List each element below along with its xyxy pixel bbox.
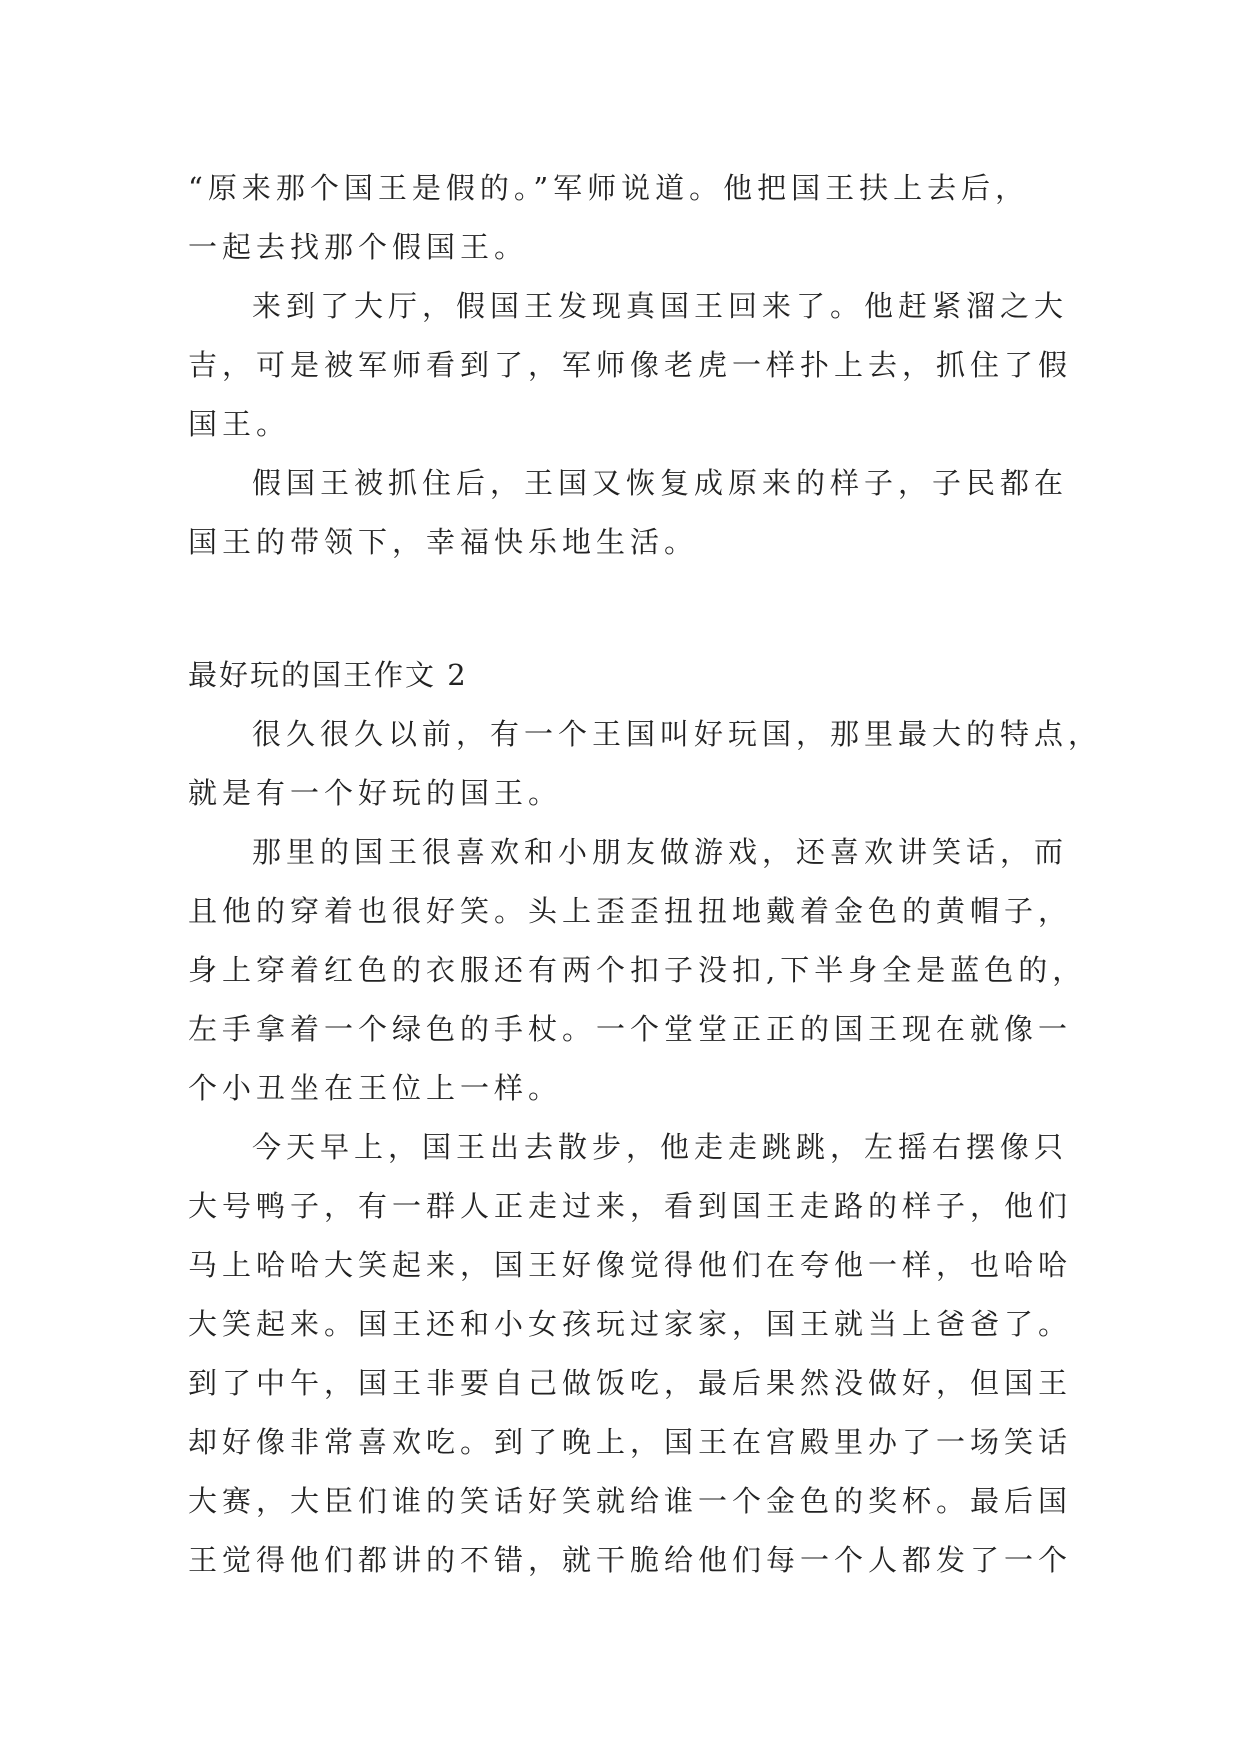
text-line: 身上穿着红色的衣服还有两个扣子没扣,下半身全是蓝色的， (188, 953, 1087, 987)
text-line: 个小丑坐在王位上一样。 (188, 1071, 563, 1105)
text-line: 左手拿着一个绿色的手杖。一个堂堂正正的国王现在就像一 (188, 1012, 1073, 1046)
paragraph (188, 705, 1103, 823)
paragraph (188, 277, 1073, 454)
text-line: 假国王被抓住后，王国又恢复成原来的样子，子民都在 (252, 466, 1069, 500)
paragraph (188, 1118, 1073, 1590)
text-line: 来到了大厅，假国王发现真国王回来了。他赶紧溜之大 (252, 289, 1069, 323)
text-line: 国王的带领下，幸福快乐地生活。 (188, 525, 699, 559)
text-line: 国王。 (188, 407, 291, 441)
paragraph (188, 823, 1087, 1118)
text-line: 很久很久以前，有一个王国叫好玩国，那里最大的特点， (252, 717, 1103, 751)
paragraph (188, 454, 1069, 572)
text-line: 大赛，大臣们谁的笑话好笑就给谁一个金色的奖杯。最后国 (188, 1484, 1073, 1518)
text-line: 就是有一个好玩的国王。 (188, 776, 563, 810)
text-line: 那里的国王很喜欢和小朋友做游戏，还喜欢讲笑话，而 (252, 835, 1069, 869)
text-line: “原来那个国王是假的。”军师说道。他把国王扶上去后， (188, 171, 1030, 205)
paragraph (188, 159, 1058, 277)
document-body (188, 159, 1103, 1590)
section-title: 最好玩的国王作文 2 (188, 658, 468, 692)
text-line: 吉，可是被军师看到了，军师像老虎一样扑上去，抓住了假 (188, 348, 1073, 382)
text-line: 一起去找那个假国王。 (188, 230, 529, 264)
text-line: 大笑起来。国王还和小女孩玩过家家，国王就当上爸爸了。 (188, 1307, 1073, 1341)
text-line: 到了中午，国王非要自己做饭吃，最后果然没做好，但国王 (188, 1366, 1073, 1400)
text-line: 且他的穿着也很好笑。头上歪歪扭扭地戴着金色的黄帽子， (188, 894, 1073, 928)
text-line: 却好像非常喜欢吃。到了晚上，国王在宫殿里办了一场笑话 (188, 1425, 1073, 1459)
text-line: 大号鸭子，有一群人正走过来，看到国王走路的样子，他们 (188, 1189, 1073, 1223)
text-line: 王觉得他们都讲的不错，就干脆给他们每一个人都发了一个 (188, 1543, 1073, 1577)
section-gap (188, 572, 1058, 646)
text-line: 马上哈哈大笑起来，国王好像觉得他们在夸他一样，也哈哈 (188, 1248, 1073, 1282)
text-line: 今天早上，国王出去散步，他走走跳跳，左摇右摆像只 (252, 1130, 1069, 1164)
